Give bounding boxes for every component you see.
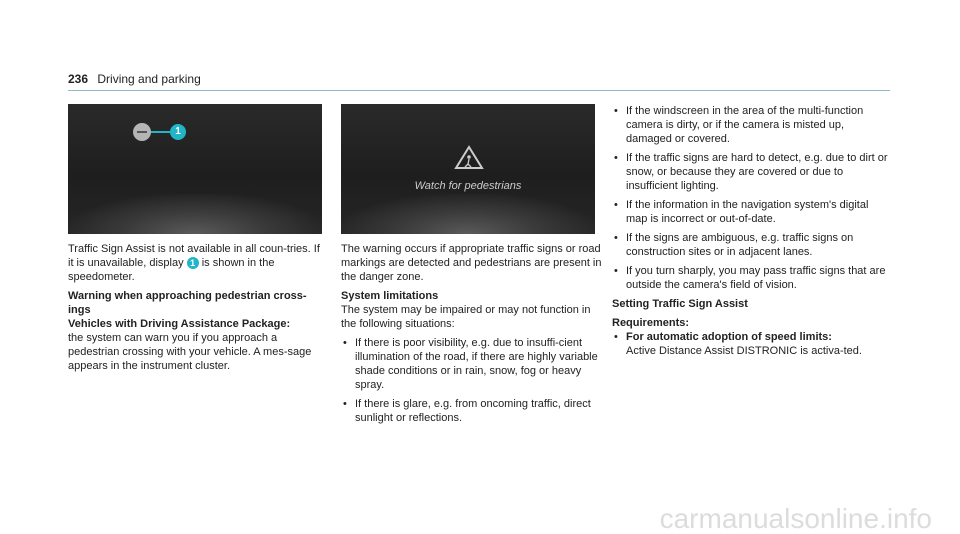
callout-marker: 1 (175, 126, 181, 137)
bullet-list (612, 104, 892, 292)
requirements-heading: Requirements: (612, 317, 690, 329)
page-number: 236 (68, 72, 89, 86)
paragraph: The system may be impaired or may not function in the following situations: (341, 304, 591, 330)
column-middle (341, 242, 603, 430)
watermark: carmanualsonline.info (659, 503, 932, 534)
paragraph: the system can warn you if you approach a pedestrian crossing with your vehicle. A mes-sage appears in the instrument cluster. (68, 332, 312, 372)
warning-caption: Watch for pedestrians (414, 180, 522, 192)
section-heading: Setting Traffic Sign Assist (612, 298, 748, 310)
requirements-list (612, 330, 892, 358)
column-left (68, 242, 328, 378)
paragraph: The warning occurs if appropriate traffic signs or road markings are detected and pedestrians are present in the danger zone. (341, 243, 602, 283)
list-item: • If there is poor visibility, e.g. due to insuffi-cient illumination of the road, if there are highly variable shade conditions or in rain, snow, fog or heavy spray. (341, 336, 603, 392)
section-heading: Warning when approaching pedestrian cross-ings (68, 290, 307, 316)
list-item: • If you turn sharply, you may pass traffic signs that are outside the camera's field of vision. (612, 264, 892, 292)
list-item: • If the information in the navigation system's digital map is incorrect or out-of-date. (612, 198, 892, 226)
list-item: • If the windscreen in the area of the multi-function camera is dirty, or if the camera is misted up, damaged or covered. (612, 104, 892, 146)
bullet-list (341, 336, 603, 425)
subheading: Vehicles with Driving Assistance Package: (68, 318, 291, 330)
list-item: • If there is glare, e.g. from oncoming traffic, direct sunlight or reflections. (341, 397, 603, 425)
pedestrian-warning-figure (341, 104, 595, 234)
speedometer-figure (68, 104, 322, 234)
list-item: • For automatic adoption of speed limits: Active Distance Assist DISTRONIC is activa-ted. (612, 330, 892, 358)
header-rule (68, 90, 890, 91)
list-item: • If the signs are ambiguous, e.g. traffic signs on construction sites or in adjacent lanes. (612, 231, 892, 259)
speedometer-illustration (68, 104, 322, 234)
list-item: • If the traffic signs are hard to detect, e.g. due to dirt or snow, or because they are covered or due to insufficient lighting. (612, 151, 892, 193)
paragraph: Traffic Sign Assist is not available in all coun-tries. If it is unavailable, display 1 is shown in the speedometer. (68, 243, 320, 283)
callout-badge: 1 (187, 257, 199, 269)
page-header (68, 72, 201, 86)
section-heading: System limitations (341, 290, 439, 302)
column-right (612, 104, 892, 363)
section-title: Driving and parking (97, 72, 201, 86)
pedestrian-warning-icon (341, 104, 595, 234)
